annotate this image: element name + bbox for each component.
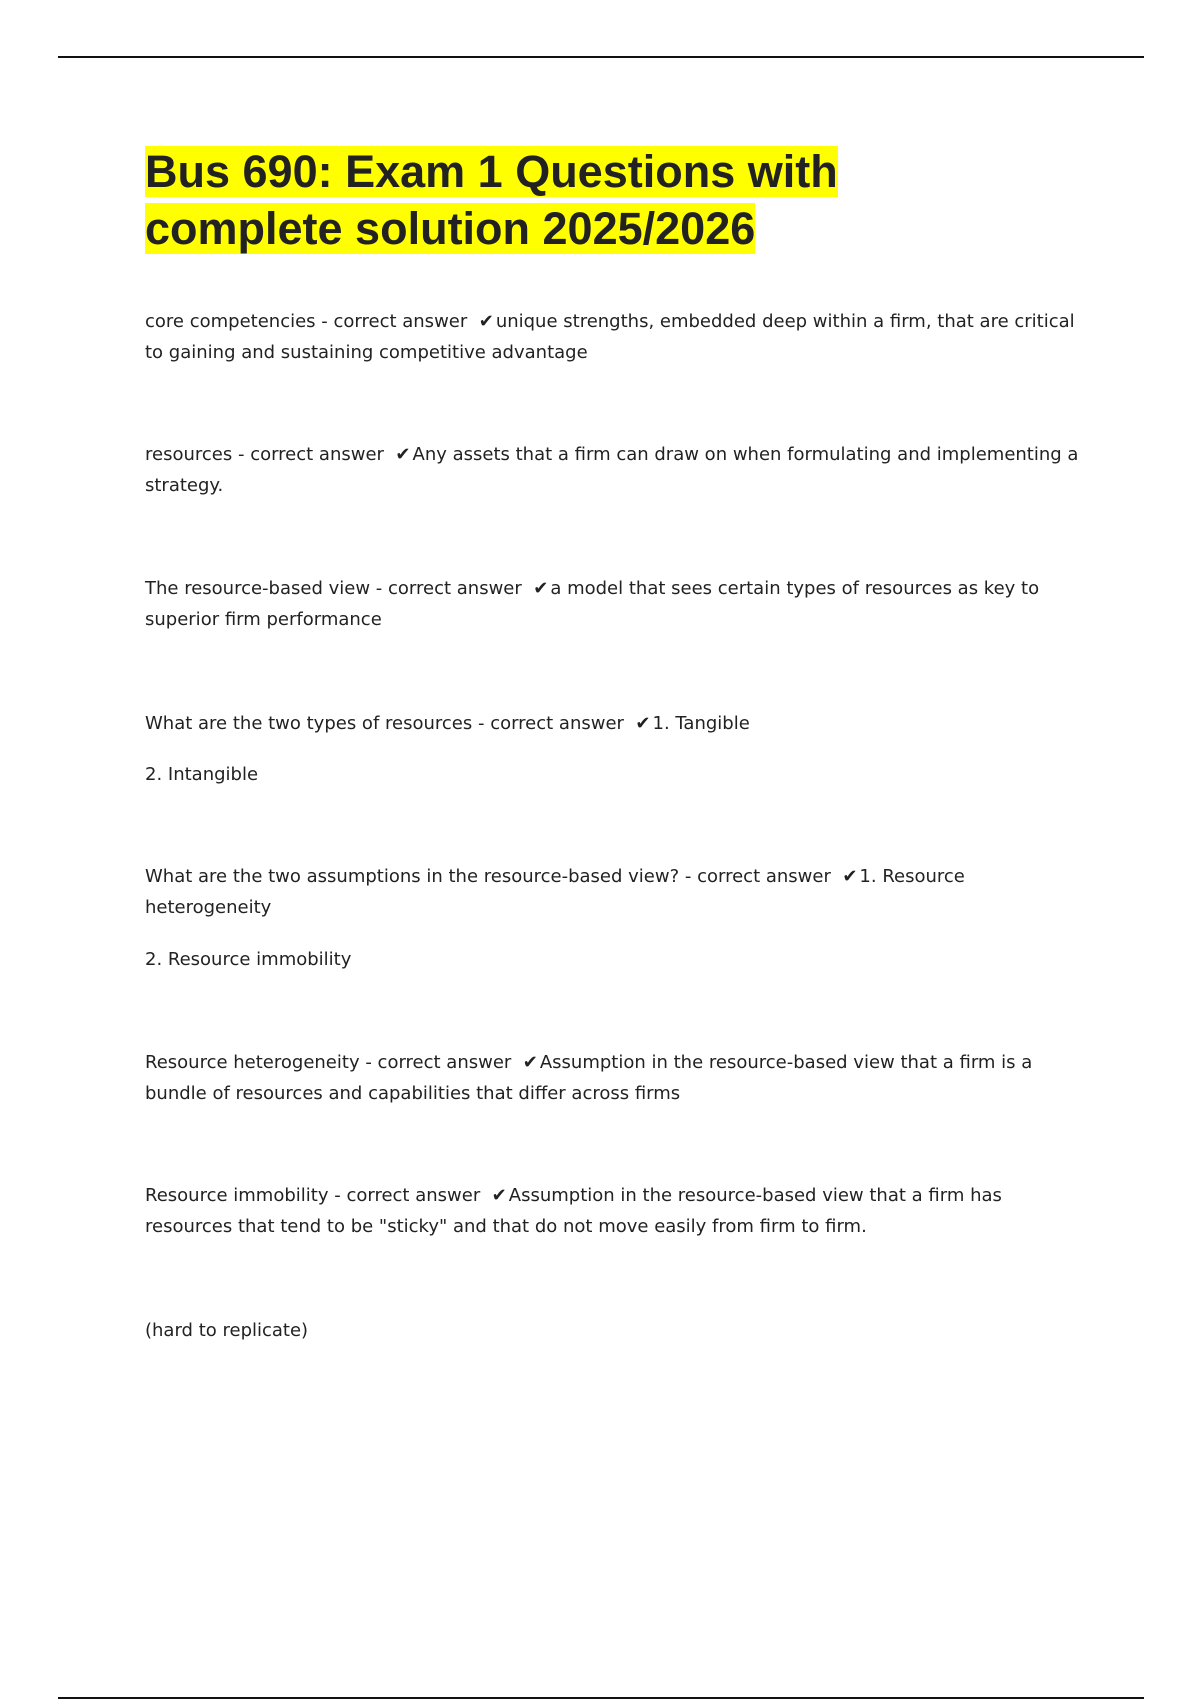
entry-answer: 1. Tangible (652, 713, 750, 734)
entry-term: core competencies (145, 311, 316, 332)
entry-answer: Any assets that a firm can draw on when formulating and implementing a strategy. (145, 444, 1079, 496)
qa-entry (145, 1180, 1085, 1242)
entry-separator: - (359, 1052, 378, 1073)
qa-entry (145, 573, 1085, 635)
qa-entry (145, 1047, 1085, 1109)
qa-entry (145, 439, 1085, 501)
correct-answer-label: correct answer (490, 713, 624, 734)
entry-answer: 1. Resource heterogeneity (145, 866, 965, 918)
title-line-2: complete solution 2025/2026 (145, 203, 756, 254)
checkmark-icon: ✔ (522, 1052, 538, 1073)
entry-continuation: 2. Intangible (145, 764, 259, 785)
entry-answer: unique strengths, embedded deep within a firm, that are critical to gaining and sustaining competitive advantage (145, 311, 1075, 363)
top-rule (58, 56, 1144, 58)
correct-answer-label: correct answer (377, 1052, 512, 1073)
entry-term: What are the two types of resources (145, 713, 473, 734)
checkmark-icon: ✔ (635, 713, 651, 734)
entry-term: The resource-based view (145, 578, 371, 599)
checkmark-icon: ✔ (395, 444, 411, 465)
checkmark-icon: ✔ (491, 1185, 507, 1206)
entry-answer: a model that sees certain types of resources as key to superior firm performance (145, 578, 1040, 630)
entry-term: Resource heterogeneity (145, 1052, 360, 1073)
checkmark-icon: ✔ (533, 578, 549, 599)
checkmark-icon: ✔ (478, 311, 494, 332)
entry-term: What are the two assumptions in the resource-based view? (145, 866, 680, 887)
entry-separator: - (472, 713, 491, 734)
entry-separator: - (232, 444, 251, 465)
correct-answer-label: correct answer (697, 866, 831, 887)
trailing-note: (hard to replicate) (145, 1320, 309, 1341)
entry-term: resources (145, 444, 233, 465)
entry-term: Resource immobility (145, 1185, 329, 1206)
correct-answer-label: correct answer (333, 311, 468, 332)
entry-continuation: 2. Resource immobility (145, 949, 352, 970)
qa-entry (145, 306, 1085, 368)
bottom-rule (58, 1697, 1144, 1699)
entry-separator: - (315, 311, 334, 332)
checkmark-icon: ✔ (842, 866, 858, 887)
correct-answer-label: correct answer (346, 1185, 481, 1206)
correct-answer-label: correct answer (388, 578, 522, 599)
entry-separator: - (370, 578, 389, 599)
entry-separator: - (679, 866, 698, 887)
document-title (145, 143, 905, 257)
entry-separator: - (328, 1185, 347, 1206)
entry-answer: Assumption in the resource-based view that a firm has resources that tend to be "sticky" and that do not move easily from firm to firm. (145, 1185, 1002, 1237)
correct-answer-label: correct answer (250, 444, 384, 465)
entry-answer: Assumption in the resource-based view that a firm is a bundle of resources and capabilities that differ across firms (145, 1052, 1033, 1104)
qa-entry (145, 861, 1085, 923)
qa-entry (145, 708, 1085, 739)
title-line-1: Bus 690: Exam 1 Questions with (145, 146, 838, 197)
